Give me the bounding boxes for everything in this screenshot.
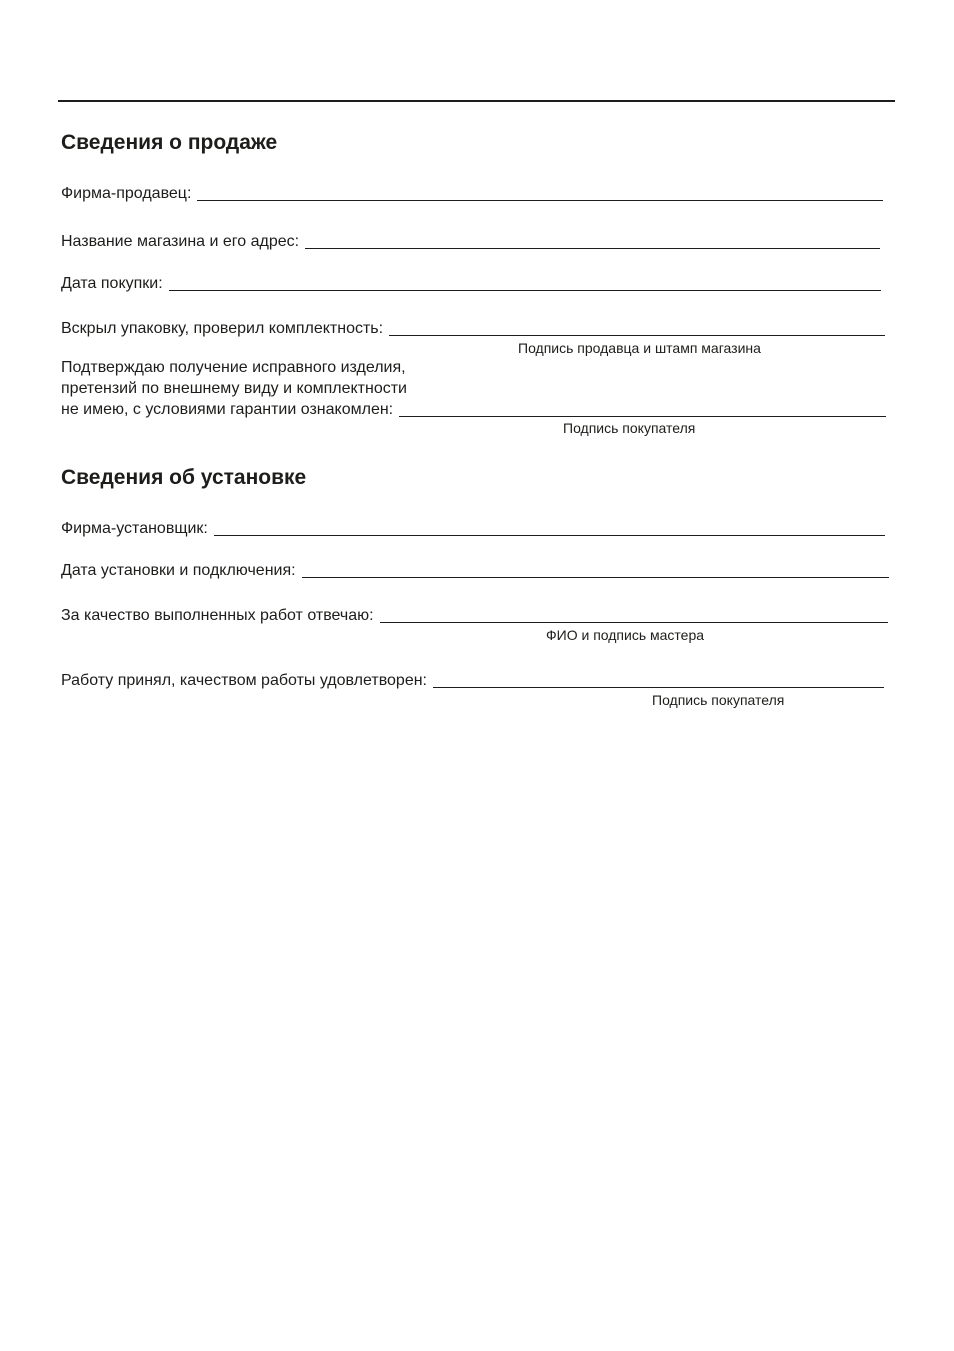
confirm-line-3: не имею, с условиями гарантии ознакомлен: xyxy=(61,401,394,418)
seller-label: Фирма-продавец: xyxy=(61,185,192,202)
buyer-signature-caption: Подпись покупателя xyxy=(563,420,696,436)
top-rule xyxy=(58,100,895,102)
master-signature-line[interactable] xyxy=(380,621,888,623)
unpacked-label: Вскрыл упаковку, проверил комплектность: xyxy=(61,320,384,337)
install-date-field xyxy=(61,557,889,581)
responsible-label: За качество выполненных работ отвечаю: xyxy=(61,607,374,624)
seller-field xyxy=(61,180,883,204)
master-signature-caption: ФИО и подпись мастера xyxy=(546,627,705,643)
seller-signature-line[interactable] xyxy=(389,334,885,336)
install-date-label: Дата установки и подключения: xyxy=(61,562,296,579)
seller-signature-caption: Подпись продавца и штамп магазина xyxy=(518,340,761,356)
purchase-date-field xyxy=(61,270,881,294)
seller-line[interactable] xyxy=(197,199,883,201)
confirm-line-2: претензий по внешнему виду и комплектности xyxy=(61,380,407,397)
purchase-date-line[interactable] xyxy=(169,289,881,291)
accepted-label: Работу принял, качеством работы удовлетворен: xyxy=(61,672,427,689)
buyer-acceptance-caption: Подпись покупателя xyxy=(652,692,785,708)
confirm-field xyxy=(61,396,886,420)
installer-line[interactable] xyxy=(214,534,885,536)
store-line[interactable] xyxy=(305,247,880,249)
store-label: Название магазина и его адрес: xyxy=(61,233,300,250)
buyer-acceptance-line[interactable] xyxy=(433,686,884,688)
store-field xyxy=(61,228,880,252)
buyer-signature-line[interactable] xyxy=(399,415,886,417)
unpacked-field xyxy=(61,315,885,339)
install-date-line[interactable] xyxy=(302,576,889,578)
installer-field xyxy=(61,515,885,539)
confirm-line-1: Подтверждаю получение исправного изделия, xyxy=(61,359,406,376)
purchase-date-label: Дата покупки: xyxy=(61,275,163,292)
accepted-field xyxy=(61,667,884,691)
install-section-title: Сведения об установке xyxy=(61,466,307,489)
responsible-field xyxy=(61,602,888,626)
sale-section-title: Сведения о продаже xyxy=(61,131,278,154)
installer-label: Фирма-установщик: xyxy=(61,520,208,537)
